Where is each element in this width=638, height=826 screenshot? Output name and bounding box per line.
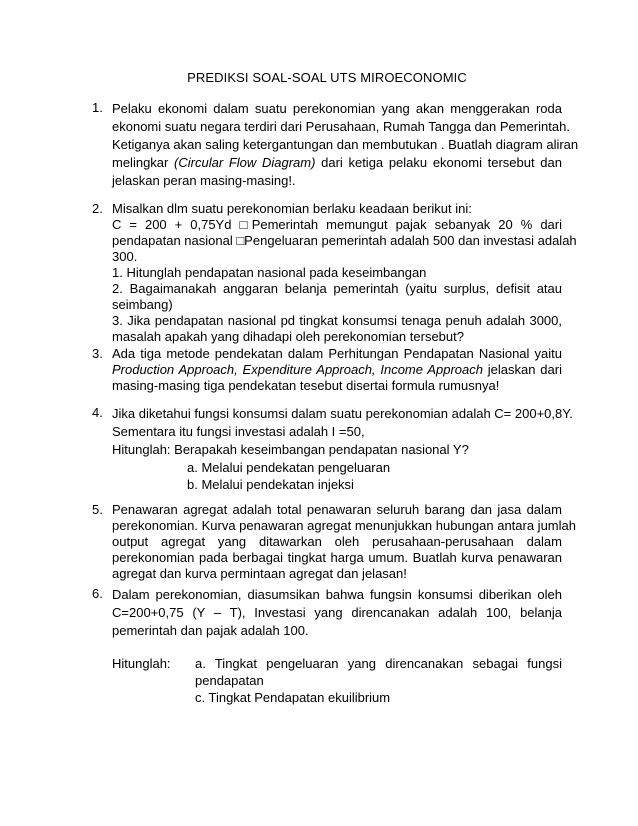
question-text-line: ekonomi suatu negara terdiri dari Perusahaan, Rumah Tangga dan Pemerintah.	[112, 119, 570, 134]
question-text-line: Ada tiga metode pendekatan dalam Perhitungan Pendapatan Nasional yaitu	[112, 346, 562, 361]
question-text-line: seimbang)	[112, 297, 173, 312]
hitunglah-row	[112, 655, 562, 706]
sub-item-a-continued: pendapatan	[195, 673, 264, 688]
question-number: 4.	[92, 405, 103, 420]
question-text-line: Dalam perekonomian, diasumsikan bahwa fungsin konsumsi diberikan oleh	[112, 587, 562, 602]
question-text-line: perekonomian pada berbagai tingkat harga umum. Buatlah kurva penawaran	[112, 550, 562, 565]
question-text-line: jelaskan peran masing-masing!.	[112, 173, 296, 188]
question-text-line: agregat dan kurva permintaan agregat dan jelasan!	[112, 566, 407, 581]
question-1	[92, 100, 579, 190]
question-number: 5.	[92, 502, 103, 517]
question-number: 6.	[92, 586, 103, 601]
text-fragment: dari ketiga pelaku ekonomi tersebut dan	[321, 155, 562, 170]
question-text-line	[112, 154, 562, 172]
question-text-line: 2. Bagaimanakah anggaran belanja pemerintah (yaitu surplus, defisit atau	[112, 281, 562, 296]
question-text-line: Misalkan dlm suatu perekonomian berlaku keadaan berikut ini:	[112, 201, 472, 216]
question-2	[92, 201, 577, 345]
sub-item-b: b. Melalui pendekatan injeksi	[187, 477, 354, 492]
question-text-line	[112, 362, 562, 378]
question-text-line: 3. Jika pendapatan nasional pd tingkat konsumsi tenaga penuh adalah 3000,	[112, 313, 562, 328]
document-title: PREDIKSI SOAL-SOAL UTS MIROECONOMIC	[187, 70, 467, 85]
question-text-line: Penawaran agregat adalah total penawaran seluruh barang dan jasa dalam	[112, 502, 562, 517]
question-text-line: perekonomian. Kurva penawaran agregat menunjukkan hubungan antara jumlah	[112, 518, 576, 533]
question-number: 2.	[92, 201, 103, 216]
question-text-line: C = 200 + 0,75Yd □Pemerintah memungut pajak sebanyak 20 % dari	[112, 217, 562, 232]
question-text-line: masalah apakah yang dihadapi oleh perekonomian tersebut?	[112, 329, 464, 344]
question-text-line: Ketiganya akan saling ketergantungan dan membutukan . Buatlah diagram aliran	[112, 137, 579, 152]
italic-term: (Circular Flow Diagram)	[174, 155, 316, 170]
question-3	[92, 346, 562, 394]
text-fragment: melingkar	[112, 155, 169, 170]
question-text-line: 1. Hitunglah pendapatan nasional pada keseimbangan	[112, 265, 427, 280]
italic-term: Production Approach, Expenditure Approach, Income Approach	[112, 362, 483, 377]
question-text-line: output agregat yang ditawarkan oleh perusahaan-perusahaan dalam	[112, 534, 562, 549]
question-5	[92, 502, 576, 582]
question-text-line: pendapatan nasional □Pengeluaran pemerintah adalah 500 dan investasi adalah	[112, 233, 577, 248]
question-text-line: Hitunglah: Berapakah keseimbangan pendapatan nasional Y?	[112, 442, 469, 457]
hitunglah-label: Hitunglah:	[112, 656, 171, 671]
text-fragment: jelaskan dari	[487, 362, 562, 377]
sub-item-a: a. Tingkat pengeluaran yang direncanakan sebagai fungsi	[195, 656, 562, 671]
question-text-line: Jika diketahui fungsi konsumsi dalam suatu perekonomian adalah C= 200+0,8Y.	[112, 406, 573, 421]
question-text-line: pemerintah dan pajak adalah 100.	[112, 623, 309, 638]
question-number: 3.	[92, 346, 103, 361]
question-text-line: masing-masing tiga pendekatan tesebut disertai formula rumusnya!	[112, 378, 500, 393]
question-6	[92, 586, 562, 706]
question-text-line: Sementara itu fungsi investasi adalah I =50,	[112, 424, 365, 439]
question-number: 1.	[92, 100, 103, 115]
sub-item-a: a. Melalui pendekatan pengeluaran	[187, 460, 391, 475]
question-4	[92, 405, 573, 493]
sub-item-c: c. Tingkat Pendapatan ekuilibrium	[195, 690, 391, 705]
question-text-line: C=200+0,75 (Y – T), Investasi yang direncanakan adalah 100, belanja	[112, 605, 562, 620]
question-text-line: 300.	[112, 249, 138, 264]
question-text-line: Pelaku ekonomi dalam suatu perekonomian yang akan menggerakan roda	[112, 101, 562, 116]
